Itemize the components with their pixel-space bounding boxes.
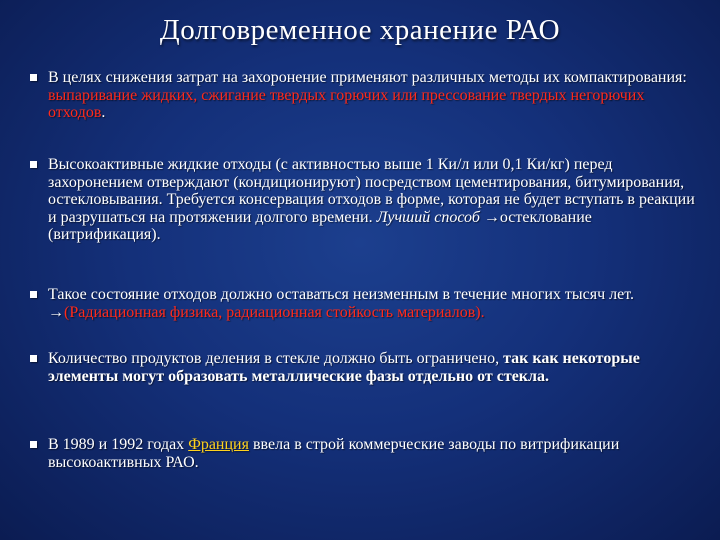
bullet-text-plain: В 1989 и 1992 годах <box>48 436 189 453</box>
bullet-text <box>48 350 703 385</box>
france-link[interactable]: Франция <box>188 436 249 453</box>
bullet-text-plain: Высокоактивные жидкие отходы (с активностью выше 1 Ки/л или 0,1 Ки/кг) перед захоронением отверждают (кондиционируют) посредством цементирования, битумирования, остекловывания. Требуется консервация отходов в форме, которая не будет вступать в реакции и разрушаться на протяжении долгого времени. <box>48 156 695 226</box>
bullet-text-plain: Количество продуктов деления в стекле должно быть ограничено, <box>48 350 504 367</box>
bullet-text-plain: . <box>101 104 106 121</box>
bullet-text-highlight: выпаривание жидких, сжигание твердых горючих или прессование твердых негорючих отходов <box>48 86 645 121</box>
square-bullet-icon <box>30 441 37 448</box>
square-bullet-icon <box>30 161 37 168</box>
bullet-text <box>48 436 703 471</box>
bullet-text-plain: →остеклование (витрификация). <box>48 208 592 243</box>
bullet-text-highlight: (Радиационная физика, радиационная стойкость материалов). <box>64 303 485 321</box>
bullet-text-plain: ввела в строй коммерческие заводы по витрификации высокоактивных РАО. <box>48 436 620 471</box>
bullet-text <box>48 156 703 244</box>
bullet-text <box>48 69 703 122</box>
square-bullet-icon <box>30 74 37 81</box>
bullet-text-plain: Такое состояние отходов должно оставаться неизменным в течение многих тысяч лет. → <box>48 286 635 321</box>
square-bullet-icon <box>30 291 37 298</box>
bullet-text <box>48 286 703 321</box>
slide-title: Долговременное хранение РАО <box>159 14 561 46</box>
bullet-text-bold: так как некоторые элементы могут образовать металлические фазы отдельно от стекла. <box>48 350 640 385</box>
square-bullet-icon <box>30 355 37 362</box>
bullet-text-italic: Лучший способ <box>376 208 480 226</box>
bullet-text-plain: В целях снижения затрат на захоронение применяют различных методы их компактирования: <box>48 69 687 86</box>
